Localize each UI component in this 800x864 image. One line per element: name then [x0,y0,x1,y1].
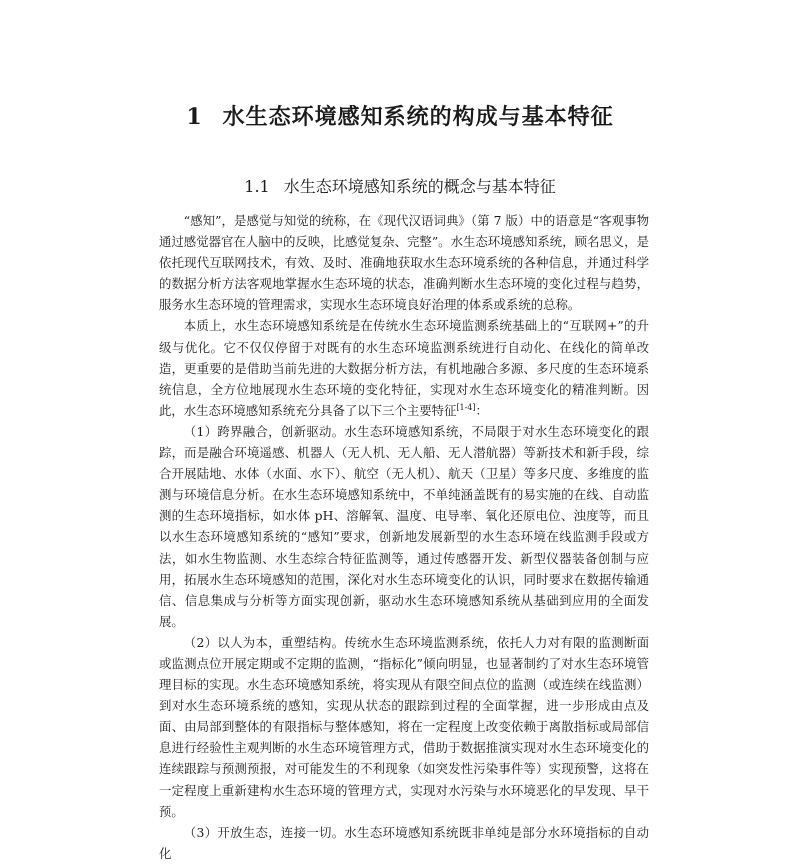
paragraph: （3）开放生态，连接一切。水生态环境感知系统既非单纯是部分水环境指标的自动化 [159,824,649,861]
chapter-title-text: 水生态环境感知系统的构成与基本特征 [222,104,614,130]
paragraph-text: 本质上，水生态环境感知系统是在传统水生态环境监测系统基础上的“互联网+”的升级与优化。它不仅仅停留于对既有的水生态环境监测系统进行自动化、在线化的简单改造，更重要的是借助当前先进的大数据分析方法，有机地融合多源、多尺度的生态环境系统信息，全方位地展现水生态环境的变化特征，实现对水生态环境变化的精准判断。因此，水生态环境感知系统充分具备了以下三个主要特征 [159,318,649,418]
section-title-text: 水生态环境感知系统的概念与基本特征 [283,177,556,196]
paragraph [159,315,649,420]
paragraph: （1）跨界融合，创新驱动。水生态环境感知系统，不局限于对水生态环境变化的跟踪，而是融合环境遥感、机器人（无人机、无人船、无人潜航器）等新技术和新手段，综合开展陆地、水体（水面、水下）、航空（无人机）、航天（卫星）等多尺度、多维度的监测与环境信息分析。在水生态环境感知系统中，不单纯涵盖既有的易实施的在线、自动监测的生态环境指标，如水体 pH、溶解氧、温度、电导率、氧化还原电位、浊度等，而且以水生态环境感知系统的“感知”要求，创新地发展新型的水生态环境在线监测手段或方法，如水生物监测、水生态综合特征监测等，通过传感器开发、新型仪器装备创制与应用，拓展水生态环境感知的范围，深化对水生态环境变化的认识，同时要求在数据传输通信、信息集成与分析等方面实现创新，驱动水生态环境感知系统从基础到应用的全面发展。 [159,423,649,629]
section-title [0,174,800,197]
section-number: 1.1 [244,177,270,196]
paragraph: （2）以人为本，重塑结构。传统水生态环境监测系统，依托人力对有限的监测断面或监测点位开展定期或不定期的监测，“指标化”倾向明显，也显著制约了对水生态环境管理目标的实现。水生态环境感知系统，将实现从有限空间点位的监测（或连续在线监测）到对水生态环境系统的感知，实现从状态的跟踪到过程的全面掌握，进一步形成由点及面、由局部到整体的有限指标与整体感知，将在一定程度上改变依赖于离散指标或局部信息进行经验性主观判断的水生态环境管理方式，借助于数据推演实现对水生态环境变化的连续跟踪与预测预报，对可能发生的不利现象（如突发性污染事件等）实现预警，这将在一定程度上重新建构水生态环境的管理方式，实现对水污染与水环境恶化的早发现、早干预。 [159,634,649,819]
chapter-number: 1 [186,104,203,130]
paragraph-tail: ： [475,402,488,418]
chapter-title [0,100,800,131]
citation-reference: [1-4] [456,402,476,412]
paragraph: “感知”，是感觉与知觉的统称，在《现代汉语词典》（第 7 版）中的语意是“客观事物通过感觉器官在人脑中的反映，比感觉复杂、完整”。水生态环境感知系统，顾名思义，是依托现代互联网技术，有效、及时、准确地获取水生态环境系统的各种信息，并通过科学的数据分析方法客观地掌握水生态环境的状态，准确判断水生态环境的变化过程与趋势，服务水生态环境的管理需求，实现水生态环境良好治理的体系或系统的总称。 [159,213,649,313]
body-text [159,210,649,864]
